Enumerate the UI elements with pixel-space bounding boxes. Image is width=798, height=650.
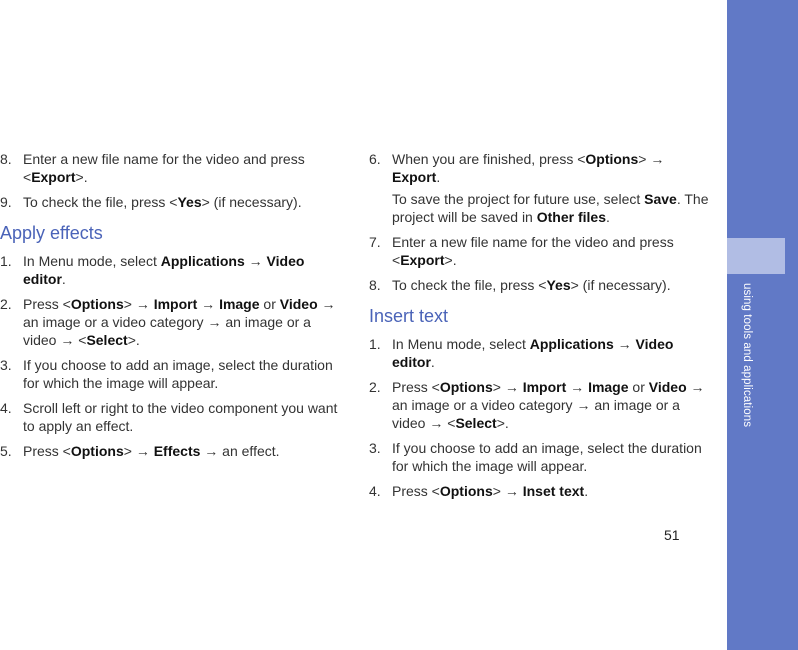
sidebar-highlight bbox=[727, 238, 785, 274]
bold-term: Other files bbox=[536, 209, 606, 225]
item-number: 1. bbox=[0, 253, 12, 269]
list-item bbox=[369, 439, 709, 475]
list-item bbox=[369, 335, 709, 371]
item-text: Scroll left or right to the video component you want to apply an effect. bbox=[23, 400, 338, 434]
list-item bbox=[0, 252, 340, 288]
bold-term: Applications bbox=[529, 336, 614, 352]
bold-term: Inset text bbox=[522, 483, 585, 499]
left-list bbox=[0, 252, 340, 460]
list-item bbox=[369, 233, 709, 269]
section-title-insert-text: Insert text bbox=[369, 306, 449, 326]
bold-term: Options bbox=[439, 379, 493, 395]
list-item bbox=[0, 442, 340, 460]
bold-term: Select bbox=[455, 415, 497, 431]
bold-term: Options bbox=[585, 151, 639, 167]
bold-term: Import bbox=[153, 296, 198, 312]
item-text: If you choose to add an image, select the duration for which the image will appear. bbox=[392, 440, 702, 474]
bold-term: Applications bbox=[160, 253, 245, 269]
left-column bbox=[0, 150, 340, 467]
item-number: 4. bbox=[369, 483, 381, 499]
item-text: In Menu mode, select Applications → Video editor. bbox=[23, 253, 305, 287]
bold-term: Yes bbox=[546, 277, 571, 293]
item-subtext: To save the project for future use, select Save. The project will be saved in Other files. bbox=[392, 191, 709, 225]
bold-term: Video editor bbox=[392, 336, 674, 370]
bold-term: Options bbox=[70, 443, 124, 459]
right-list-top bbox=[369, 150, 709, 294]
item-text: In Menu mode, select Applications → Video editor. bbox=[392, 336, 674, 370]
bold-term: Import bbox=[522, 379, 567, 395]
item-number: 6. bbox=[369, 151, 381, 167]
item-text: To check the file, press <Yes> (if necessary). bbox=[23, 194, 302, 210]
item-number: 4. bbox=[0, 400, 12, 416]
item-number: 2. bbox=[369, 379, 381, 395]
item-text: To check the file, press <Yes> (if necessary). bbox=[392, 277, 671, 293]
bold-term: Options bbox=[70, 296, 124, 312]
item-number: 8. bbox=[0, 151, 12, 167]
item-text: Enter a new file name for the video and press <Export>. bbox=[392, 234, 674, 268]
item-number: 9. bbox=[0, 194, 12, 210]
item-number: 7. bbox=[369, 234, 381, 250]
bold-term: Video bbox=[648, 379, 687, 395]
list-item bbox=[369, 276, 709, 294]
right-column bbox=[369, 150, 709, 507]
list-item bbox=[0, 193, 340, 211]
item-text: Press <Options> → Import → Image or Video → an image or a video category → an image or a video → <Select>. bbox=[392, 379, 705, 431]
item-text: Press <Options> → Effects → an effect. bbox=[23, 443, 280, 459]
right-list bbox=[369, 335, 709, 500]
sidebar-band bbox=[727, 0, 798, 650]
list-item bbox=[369, 378, 709, 432]
item-number: 1. bbox=[369, 336, 381, 352]
bold-term: Export bbox=[31, 169, 76, 185]
item-text: Enter a new file name for the video and press <Export>. bbox=[23, 151, 305, 185]
bold-term: Video editor bbox=[23, 253, 305, 287]
list-item bbox=[369, 482, 709, 500]
item-text: If you choose to add an image, select the duration for which the image will appear. bbox=[23, 357, 333, 391]
item-number: 8. bbox=[369, 277, 381, 293]
item-number: 3. bbox=[369, 440, 381, 456]
page-number: 51 bbox=[664, 527, 680, 543]
item-number: 3. bbox=[0, 357, 12, 373]
bold-term: Export bbox=[400, 252, 445, 268]
bold-term: Save bbox=[644, 191, 677, 207]
sidebar-label: using tools and applications bbox=[741, 283, 753, 428]
list-item bbox=[0, 356, 340, 392]
bold-term: Image bbox=[219, 296, 260, 312]
list-item bbox=[0, 399, 340, 435]
item-text: When you are finished, press <Options> → Export. bbox=[392, 151, 665, 185]
item-number: 2. bbox=[0, 296, 12, 312]
bold-term: Select bbox=[86, 332, 128, 348]
item-text: Press <Options> → Import → Image or Video → an image or a video category → an image or a video → <Select>. bbox=[23, 296, 336, 348]
bold-term: Options bbox=[439, 483, 493, 499]
list-item bbox=[369, 150, 709, 226]
bold-term: Effects bbox=[153, 443, 201, 459]
left-list-top bbox=[0, 150, 340, 211]
bold-term: Yes bbox=[177, 194, 202, 210]
item-text: Press <Options> → Inset text. bbox=[392, 483, 589, 499]
bold-term: Image bbox=[588, 379, 629, 395]
bold-term: Export bbox=[392, 169, 437, 185]
bold-term: Video bbox=[279, 296, 318, 312]
list-item bbox=[0, 150, 340, 186]
item-number: 5. bbox=[0, 443, 12, 459]
list-item bbox=[0, 295, 340, 349]
section-title-apply-effects: Apply effects bbox=[0, 223, 103, 243]
